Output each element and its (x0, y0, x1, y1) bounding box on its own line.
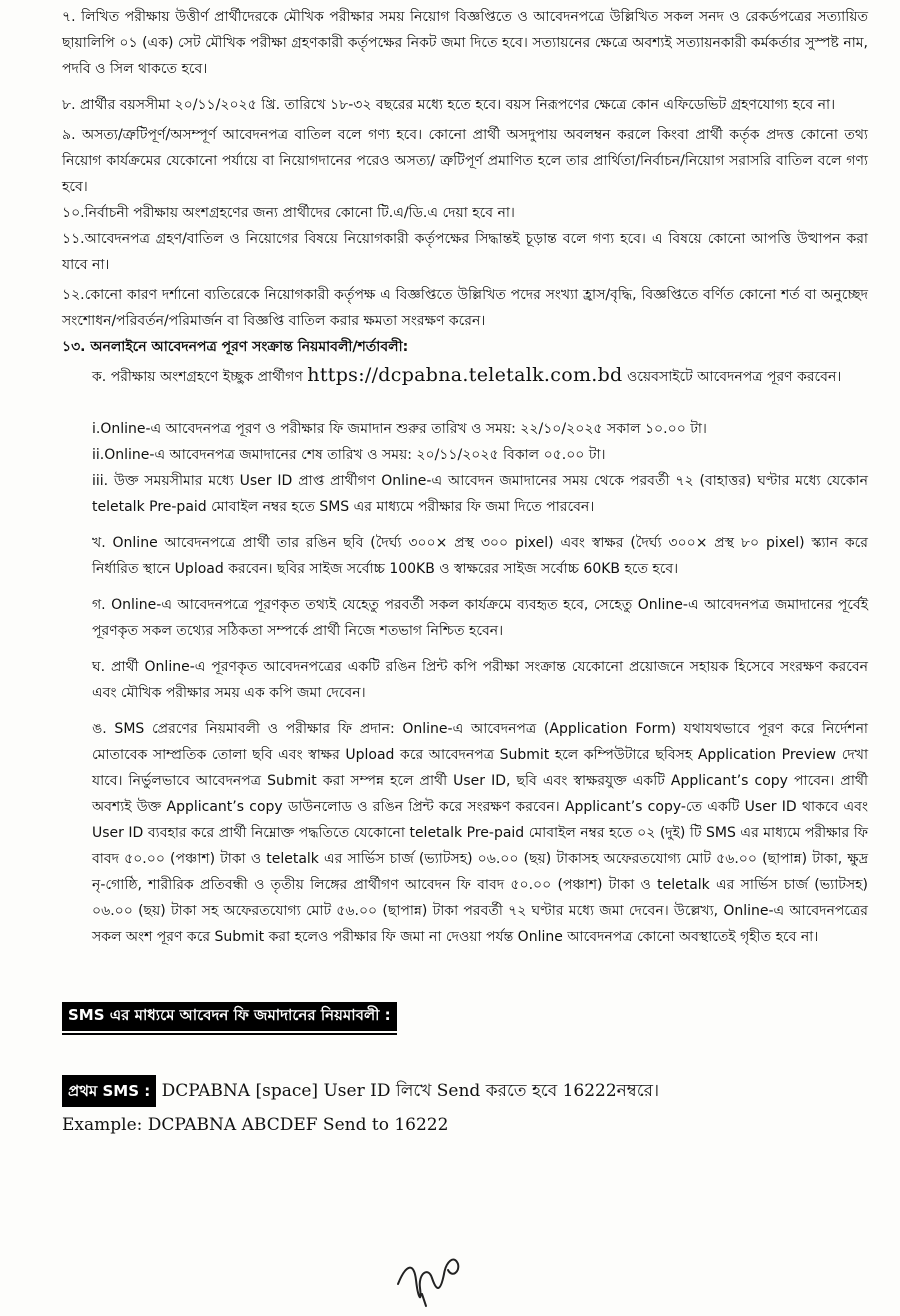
apply-website-link[interactable]: https://dcpabna.teletalk.com.bd (307, 364, 623, 386)
sms-example: Example: DCPABNA ABCDEF Send to 16222 (62, 1115, 449, 1135)
sub-kha: খ. Online আবেদনপত্রে প্রার্থী তার রঙিন ছবি (দৈর্ঘ্য ৩০০× প্রস্থ ৩০০ pixel) এবং স্বাক্ষর (দৈর্ঘ্য ৩০০× প্রস্থ ৮০ pixel) স্ক্যান করে নির্ধারিত স্থানে Upload করবেন। ছবির সাইজ সর্বোচ্চ 100KB ও স্বাক্ষরের সাইজ সর্বোচ্চ 60KB হতে হবে। (92, 535, 868, 577)
signature-icon (392, 1244, 472, 1310)
clause-7: ৭. লিখিত পরীক্ষায় উত্তীর্ণ প্রার্থীদেরকে মৌখিক পরীক্ষার সময় নিয়োগ বিজ্ঞপ্তিতে ও আবেদনপত্রে উল্লিখিত সকল সনদ ও রেকর্ডপত্রের সত্যায়িত ছায়ালিপি ০১ (এক) সেট মৌখিক পরীক্ষা গ্রহণকারী কর্তৃপক্ষের নিকট জমা দিতে হবে। সত্যায়নের ক্ষেত্রে অবশ্যই সত্যায়নকারী কর্মকর্তার সুস্পষ্ট নাম, পদবি ও সিল থাকতে হবে। (62, 9, 868, 77)
sms-rules-heading (62, 1002, 397, 1035)
clause-11: ১১.আবেদনপত্র গ্রহণ/বাতিল ও নিয়োগের বিষয়ে নিয়োগকারী কর্তৃপক্ষের সিদ্ধান্তই চূড়ান্ত বলে গণ্য হবে। এ বিষয়ে কোনো আপত্তি উত্থাপন করা যাবে না। (62, 231, 868, 273)
sub-gha: ঘ. প্রার্থী Online-এ পূরণকৃত আবেদনপত্রের একটি রঙিন প্রিন্ট কপি পরীক্ষা সংক্রান্ত যেকোনো প্রয়োজনে সহায়ক হিসেবে সংরক্ষণ করবেন এবং মৌখিক পরীক্ষার সময় এক কপি জমা দেবেন। (92, 659, 868, 701)
clause-13-heading: ১৩. অনলাইনে আবেদনপত্র পূরণ সংক্রান্ত নিয়মাবলী/শর্তাবলী: (62, 339, 409, 355)
date-list (62, 416, 868, 520)
sub-ka (62, 362, 868, 390)
first-sms-text: DCPABNA [space] User ID লিখে Send করতে হবে 16222নম্বরে। (161, 1081, 660, 1101)
date-item-fee: iii. উক্ত সময়সীমার মধ্যে User ID প্রাপ্ত প্রার্থীগণ Online-এ আবেদন জমাদানের সময় থেকে পরবর্তী ৭২ (বাহাত্তর) ঘণ্টার মধ্যে যেকোন teletalk Pre-paid মোবাইল নম্বর হতে SMS এর মাধ্যমে পরীক্ষার ফি জমা দিতে পারবেন। (92, 473, 868, 515)
sub-ga: গ. Online-এ আবেদনপত্রে পূরণকৃত তথ্যই যেহেতু পরবর্তী সকল কার্যক্রমে ব্যবহৃত হবে, সেহেতু Online-এ আবেদনপত্র জমাদানের পূর্বেই পূরণকৃত সকল তথ্যের সঠিকতা সম্পর্কে প্রার্থী নিজে শতভাগ নিশ্চিত হবেন। (92, 597, 868, 639)
clause-8: ৮. প্রার্থীর বয়সসীমা ২০/১১/২০২৫ খ্রি. তারিখে ১৮-৩২ বছরের মধ্যে হতে হবে। বয়স নিরূপণের ক্ষেত্রে কোন এফিডেভিট গ্রহণযোগ্য হবে না। (62, 97, 836, 113)
date-item-start: i.Online-এ আবেদনপত্র পূরণ ও পরীক্ষার ফি জমাদান শুরুর তারিখ ও সময়: ২২/১০/২০২৫ সকাল ১০.০০ টা। (92, 421, 707, 437)
sub-ka-suffix: ওয়েবসাইটে আবেদনপত্র পূরণ করবেন। (626, 369, 842, 385)
clause-12: ১২.কোনো কারণ দর্শানো ব্যতিরেকে নিয়োগকারী কর্তৃপক্ষ এ বিজ্ঞপ্তিতে উল্লিখিত পদের সংখ্যা হ্রাস/বৃদ্ধি, বিজ্ঞপ্তিতে বর্ণিত কোনো শর্ত বা অনুচ্ছেদ সংশোধন/পরিবর্তন/পরিমার্জন বা বিজ্ঞপ্তি বাতিল করার ক্ষমতা সংরক্ষণ করেন। (62, 287, 868, 329)
sub-ka-prefix: ক. পরীক্ষায় অংশগ্রহণে ইচ্ছুক প্রার্থীগণ (92, 369, 303, 385)
sub-uma: ঙ. SMS প্রেরণের নিয়মাবলী ও পরীক্ষার ফি প্রদান: Online-এ আবেদনপত্র (Application Form) যথাযথভাবে পূরণ করে নির্দেশনা মোতাবেক সাম্প্রতিক তোলা ছবি এবং স্বাক্ষর Upload করে আবেদনপত্র Submit হলে কম্পিউটারে ছবিসহ Application Preview দেখা যাবে। নির্ভুলভাবে আবেদনপত্র Submit করা সম্পন্ন হলে প্রার্থী User ID, ছবি এবং স্বাক্ষরযুক্ত একটি Applicant’s copy পাবেন। প্রার্থী অবশ্যই উক্ত Applicant’s copy ডাউনলোড ও রঙিন প্রিন্ট করে সংরক্ষণ করবেন। Applicant’s copy-তে একটি User ID থাকবে এবং User ID ব্যবহার করে প্রার্থী নিম্নোক্ত পদ্ধতিতে যেকোনো teletalk Pre-paid মোবাইল নম্বর হতে ০২ (দুই) টি SMS এর মাধ্যমে পরীক্ষার ফি বাবদ ৫০.০০ (পঞ্চাশ) টাকা ও teletalk এর সার্ভিস চার্জ (ভ্যাটসহ) ০৬.০০ (ছয়) টাকাসহ অফেরতযোগ্য মোট ৫৬.০০ (ছাপান্ন) টাকা, ক্ষুদ্র নৃ-গোষ্ঠি, শারীরিক প্রতিবন্ধী ও তৃতীয় লিঙ্গের প্রার্থীগণ আবেদন ফি বাবদ ৫০.০০ (পঞ্চাশ) টাকা ও teletalk এর সার্ভিস চার্জ (ভ্যাটসহ) ০৬.০০ (ছয়) টাকা সহ অফেরতযোগ্য মোট ৫৬.০০ (ছাপান্ন) টাকা পরবর্তী ৭২ ঘণ্টার মধ্যে জমা দেবেন। উল্লেখ্য, Online-এ আবেদনপত্রের সকল অংশ পূরণ করে Submit করা হলেও পরীক্ষার ফি জমা না দেওয়া পর্যন্ত Online আবেদনপত্র কোনো অবস্থাতেই গৃহীত হবে না। (92, 721, 868, 945)
clause-9: ৯. অসত্য/ত্রুটিপূর্ণ/অসম্পূর্ণ আবেদনপত্র বাতিল বলে গণ্য হবে। কোনো প্রার্থী অসদুপায় অবলম্বন করলে কিংবা প্রার্থী কর্তৃক প্রদত্ত কোনো তথ্য নিয়োগ কার্যক্রমের যেকোনো পর্যায়ে বা নিয়োগদানের পরেও অসত্য/ ত্রুটিপূর্ণ প্রমাণিত হলে তার প্রার্থিতা/নির্বাচন/নিয়োগ সরাসরি বাতিল বলে গণ্য হবে। (62, 127, 868, 195)
date-item-end: ii.Online-এ আবেদনপত্র জমাদানের শেষ তারিখ ও সময়: ২০/১১/২০২৫ বিকাল ০৫.০০ টা। (92, 447, 606, 463)
first-sms-line (62, 1075, 868, 1107)
first-sms-label: প্রথম SMS : (62, 1075, 156, 1107)
sms-rules-heading-text: SMS এর মাধ্যমে আবেদন ফি জমাদানের নিয়মাবলী : (62, 1002, 397, 1031)
clause-10: ১০.নির্বাচনী পরীক্ষায় অংশগ্রহণের জন্য প্রার্থীদের কোনো টি.এ/ডি.এ দেয়া হবে না। (62, 205, 515, 221)
